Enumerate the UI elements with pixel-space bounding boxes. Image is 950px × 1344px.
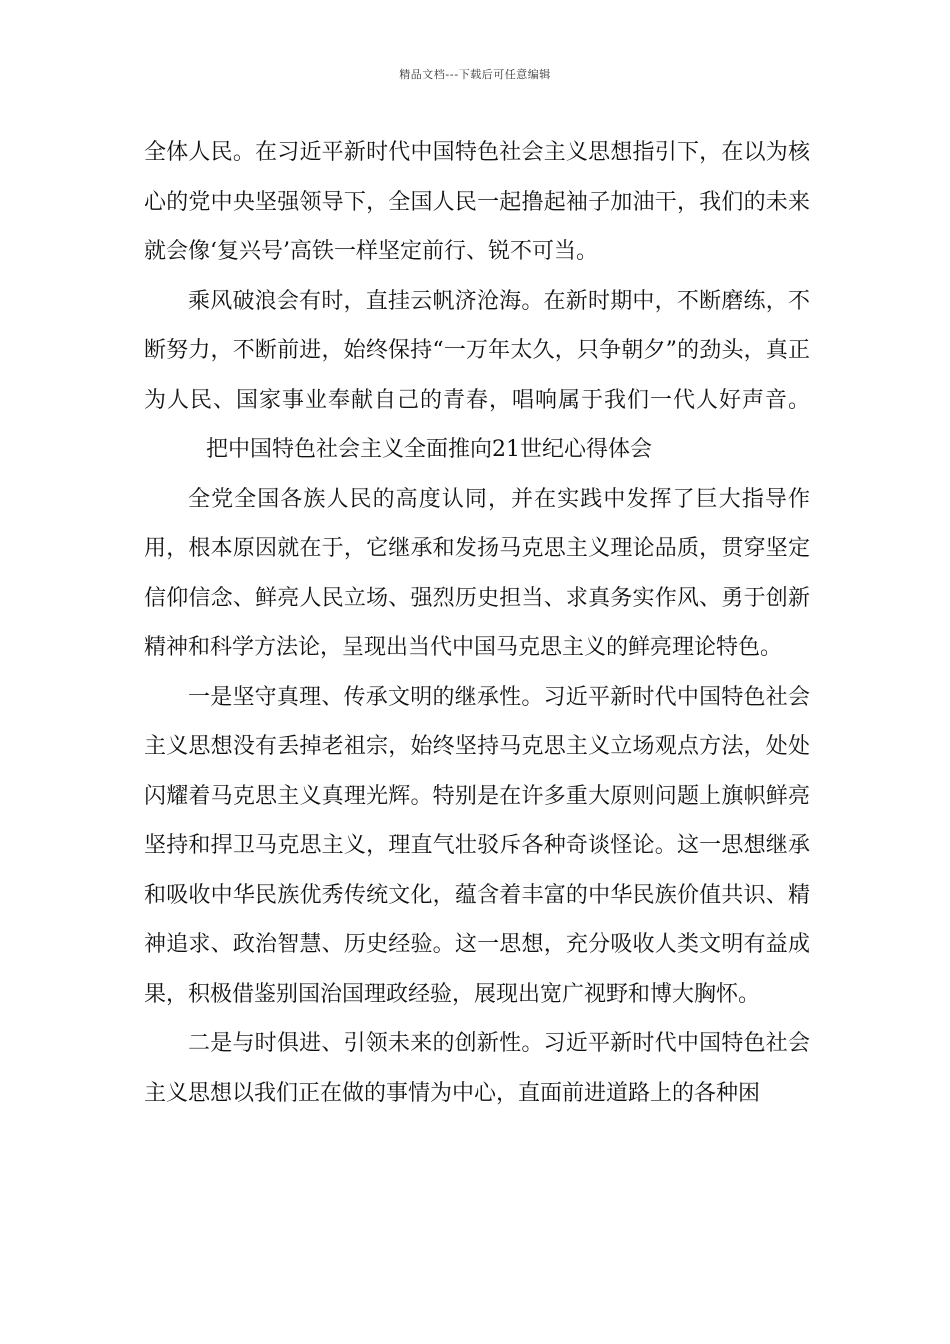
paragraph-1: 全体人民。在习近平新时代中国特色社会主义思想指引下，在以为核心的党中央坚强领导下，全国人民一起撸起袖子加油干，我们的未来就会像‘复兴号’高铁一样坚定前行、锐不可当。 <box>144 140 810 264</box>
paragraph-2 <box>144 277 810 475</box>
section-title: 把中国特色社会主义全面推向21世纪心得体会 <box>206 437 652 462</box>
paragraph-4: 一是坚守真理、传承文明的继承性。习近平新时代中国特色社会主义思想没有丢掉老祖宗，始终坚持马克思主义立场观点方法，处处闪耀着马克思主义真理光辉。特别是在许多重大原则问题上旗帜鲜亮坚持和捍卫马克思主义，理直气壮驳斥各种奇谈怪论。这一思想继承和吸收中华民族优秀传统文化，蕴含着丰富的中华民族价值共识、精神追求、政治智慧、历史经验。这一思想，充分吸收人类文明有益成果，积极借鉴别国治国理政经验，展现出宽广视野和博大胸怀。 <box>144 684 810 1007</box>
paragraph-3: 全党全国各族人民的高度认同，并在实践中发挥了巨大指导作用，根本原因就在于，它继承和发扬马克思主义理论品质，贯穿坚定信仰信念、鲜亮人民立场、强烈历史担当、求真务实作风、勇于创新精神和科学方法论，呈现出当代中国马克思主义的鲜亮理论特色。 <box>144 486 810 660</box>
page-header: 精品文档---下载后可任意编辑 <box>399 68 551 81</box>
paragraph-5: 二是与时俱进、引领未来的创新性。习近平新时代中国特色社会主义思想以我们正在做的事情为中心，直面前进道路上的各种困 <box>144 1031 810 1106</box>
document-body <box>144 128 810 1118</box>
paragraph-2-text: 乘风破浪会有时，直挂云帆济沧海。在新时期中，不断磨练，不断努力，不断前进，始终保持“一万年太久，只争朝夕”的劲头，真正为人民、国家事业奉献自己的青春，唱响属于我们一代人好声音。 <box>144 288 810 413</box>
